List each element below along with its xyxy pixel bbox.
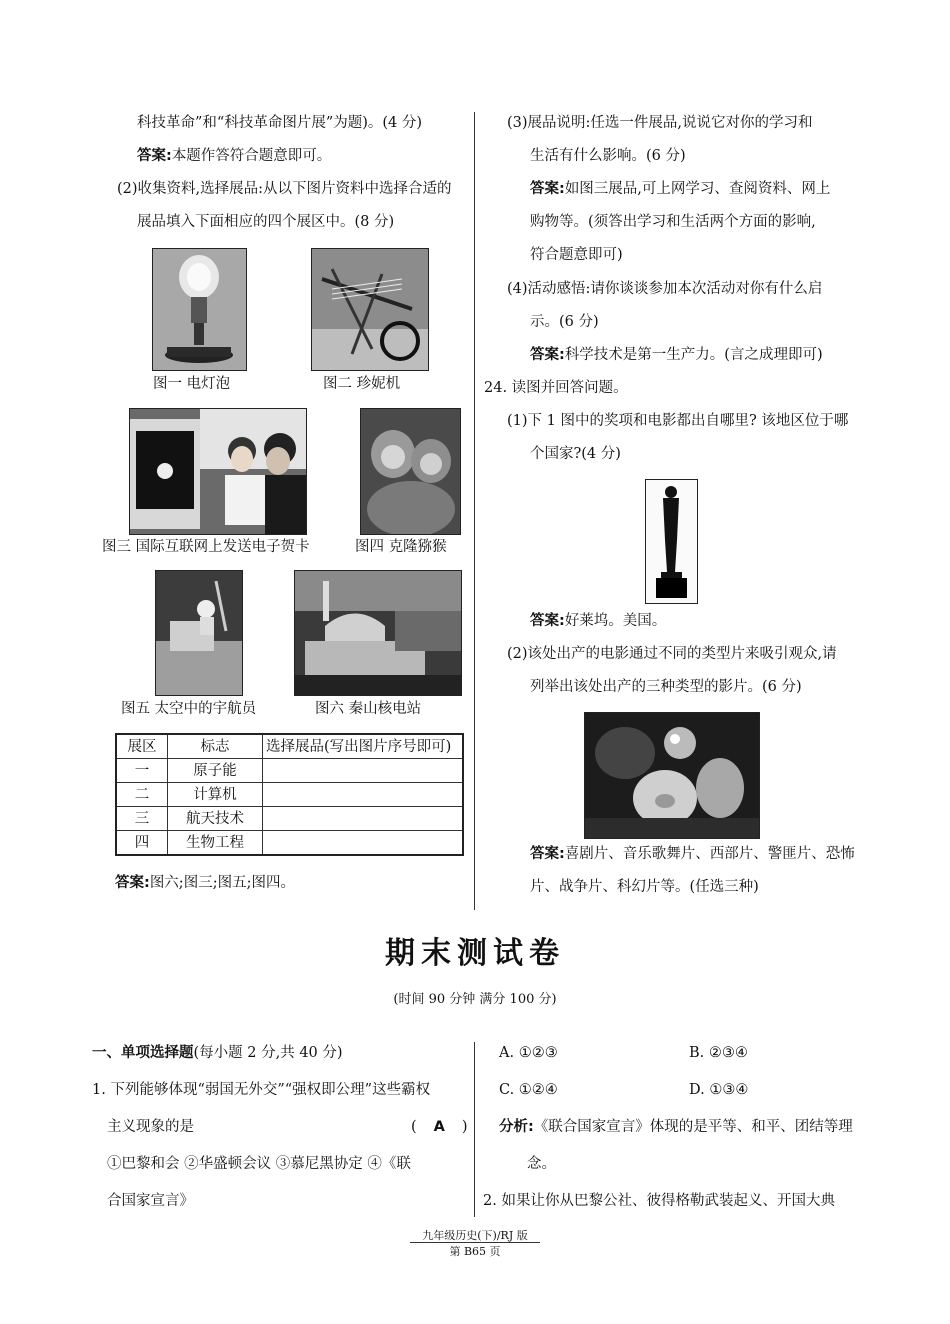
question-line: 列举出该处出产的三种类型的影片。(6 分) — [530, 679, 802, 695]
exhibit-table — [115, 733, 464, 856]
answer-label: 答案: — [530, 181, 565, 197]
question-line: (1)下 1 图中的奖项和电影都出自哪里? 该地区位于哪 — [507, 413, 849, 429]
question-line: 1. 下列能够体现“弱国无外交”“强权即公理”这些霸权 — [92, 1082, 431, 1098]
question-line: 主义现象的是 — [107, 1119, 194, 1135]
question-line: (2)该处出产的电影通过不同的类型片来吸引观众,请 — [507, 646, 837, 662]
table-header: 标志 — [168, 734, 263, 759]
answer-text: 购物等。(须答出学习和生活两个方面的影响, — [530, 214, 816, 230]
option-d: D. ①③④ — [689, 1082, 749, 1098]
answer-text: 片、战争片、科幻片等。(任选三种) — [530, 879, 759, 895]
question-line: 2. 如果让你从巴黎公社、彼得格勒武装起义、开国大典 — [483, 1193, 835, 1209]
answer-text: 如图三展品,可上网学习、查阅资料、网上 — [564, 181, 831, 197]
footer-page: 第 B65 页 — [449, 1245, 501, 1258]
oscar-statue-photo — [645, 479, 698, 604]
answer-label: 答案: — [137, 148, 172, 164]
answer-text: 符合题意即可) — [530, 247, 623, 263]
table-cell: 一 — [116, 759, 168, 783]
question-line: 24. 读图并回答问题。 — [484, 380, 628, 396]
options-line: ①巴黎和会 ②华盛顿会议 ③慕尼黑协定 ④《联 — [107, 1156, 411, 1172]
table-cell — [263, 807, 464, 831]
section-heading — [92, 1043, 343, 1063]
text-line: 科技革命”和“科技革命图片展”为题)。(4 分) — [137, 115, 423, 131]
table-cell: 生物工程 — [168, 831, 263, 856]
options-line: 合国家宣言》 — [107, 1193, 194, 1209]
table-row — [116, 783, 463, 807]
table-cell: 原子能 — [168, 759, 263, 783]
answer-line — [530, 179, 830, 199]
table-cell: 航天技术 — [168, 807, 263, 831]
nuclear-station-photo — [294, 570, 462, 696]
bracket-open: ( — [411, 1119, 417, 1135]
table-cell — [263, 783, 464, 807]
exam-subtitle: (时间 90 分钟 满分 100 分) — [393, 992, 557, 1007]
question-line: 示。(6 分) — [530, 314, 599, 330]
answer-line — [115, 873, 295, 893]
answer-text: 喜剧片、音乐歌舞片、西部片、警匪片、恐怖 — [564, 846, 855, 862]
table-header-row — [116, 734, 463, 759]
cloned-monkeys-photo — [360, 408, 461, 535]
table-row — [116, 759, 463, 783]
answer-line — [530, 844, 855, 864]
analysis-line — [499, 1117, 853, 1137]
table-cell — [263, 759, 464, 783]
option-c: C. ①②④ — [499, 1082, 558, 1098]
table-cell: 三 — [116, 807, 168, 831]
astronaut-photo — [155, 570, 243, 696]
table-row — [116, 831, 463, 856]
answer-bracket — [411, 1117, 468, 1137]
table-header: 选择展品(写出图片序号即可) — [263, 734, 464, 759]
column-divider — [474, 1042, 475, 1217]
analysis-text: 《联合国家宣言》体现的是平等、和平、团结等理 — [533, 1119, 853, 1135]
caption-fig4: 图四 克隆猕猴 — [355, 539, 447, 555]
caption-fig1: 图一 电灯泡 — [153, 376, 231, 392]
caption-fig5: 图五 太空中的宇航员 — [121, 701, 257, 717]
section-note: (每小题 2 分,共 40 分) — [193, 1045, 343, 1061]
spinning-jenny-photo — [311, 248, 429, 371]
analysis-label: 分析: — [499, 1119, 534, 1135]
question-line: (4)活动感悟:请你谈谈参加本次活动对你有什么启 — [507, 281, 823, 297]
answer-text: 好莱坞。美国。 — [564, 613, 667, 629]
question-line: 生活有什么影响。(6 分) — [530, 148, 686, 164]
table-cell — [263, 831, 464, 856]
bracket-close: ) — [461, 1119, 468, 1135]
caption-fig2: 图二 珍妮机 — [323, 376, 401, 392]
section-title: 一、单项选择题 — [92, 1045, 194, 1061]
light-bulb-photo — [152, 248, 247, 371]
question-line: 个国家?(4 分) — [530, 446, 621, 462]
exam-title: 期末测试卷 — [385, 936, 565, 971]
answer-text: 科学技术是第一生产力。(言之成理即可) — [564, 347, 823, 363]
option-a: A. ①②③ — [499, 1045, 558, 1061]
question-line: (3)展品说明:任选一件展品,说说它对你的学习和 — [507, 115, 813, 131]
internet-card-photo — [129, 408, 307, 535]
table-cell: 四 — [116, 831, 168, 856]
question-line: 展品填入下面相应的四个展区中。(8 分) — [137, 214, 395, 230]
toy-story-still-photo — [584, 712, 760, 839]
caption-fig3: 图三 国际互联网上发送电子贺卡 — [102, 539, 310, 555]
table-cell: 计算机 — [168, 783, 263, 807]
answer-label: 答案: — [530, 846, 565, 862]
answer-line — [530, 611, 666, 631]
answer-line — [530, 345, 823, 365]
table-row — [116, 807, 463, 831]
answer-label: 答案: — [115, 875, 150, 891]
option-b: B. ②③④ — [689, 1045, 748, 1061]
question-line: (2)收集资料,选择展品:从以下图片资料中选择合适的 — [117, 181, 452, 197]
caption-fig6: 图六 秦山核电站 — [315, 701, 422, 717]
answer-label: 答案: — [530, 347, 565, 363]
answer-line — [137, 146, 331, 166]
table-header: 展区 — [116, 734, 168, 759]
footer-book: 九年级历史(下)/RJ 版 — [422, 1229, 528, 1242]
answer-label: 答案: — [530, 613, 565, 629]
table-cell: 二 — [116, 783, 168, 807]
answer-text: 本题作答符合题意即可。 — [171, 148, 332, 164]
answer-text: 图六;图三;图五;图四。 — [149, 875, 295, 891]
analysis-text: 念。 — [527, 1156, 556, 1172]
column-divider — [474, 112, 475, 910]
answer-choice: A — [433, 1119, 445, 1135]
